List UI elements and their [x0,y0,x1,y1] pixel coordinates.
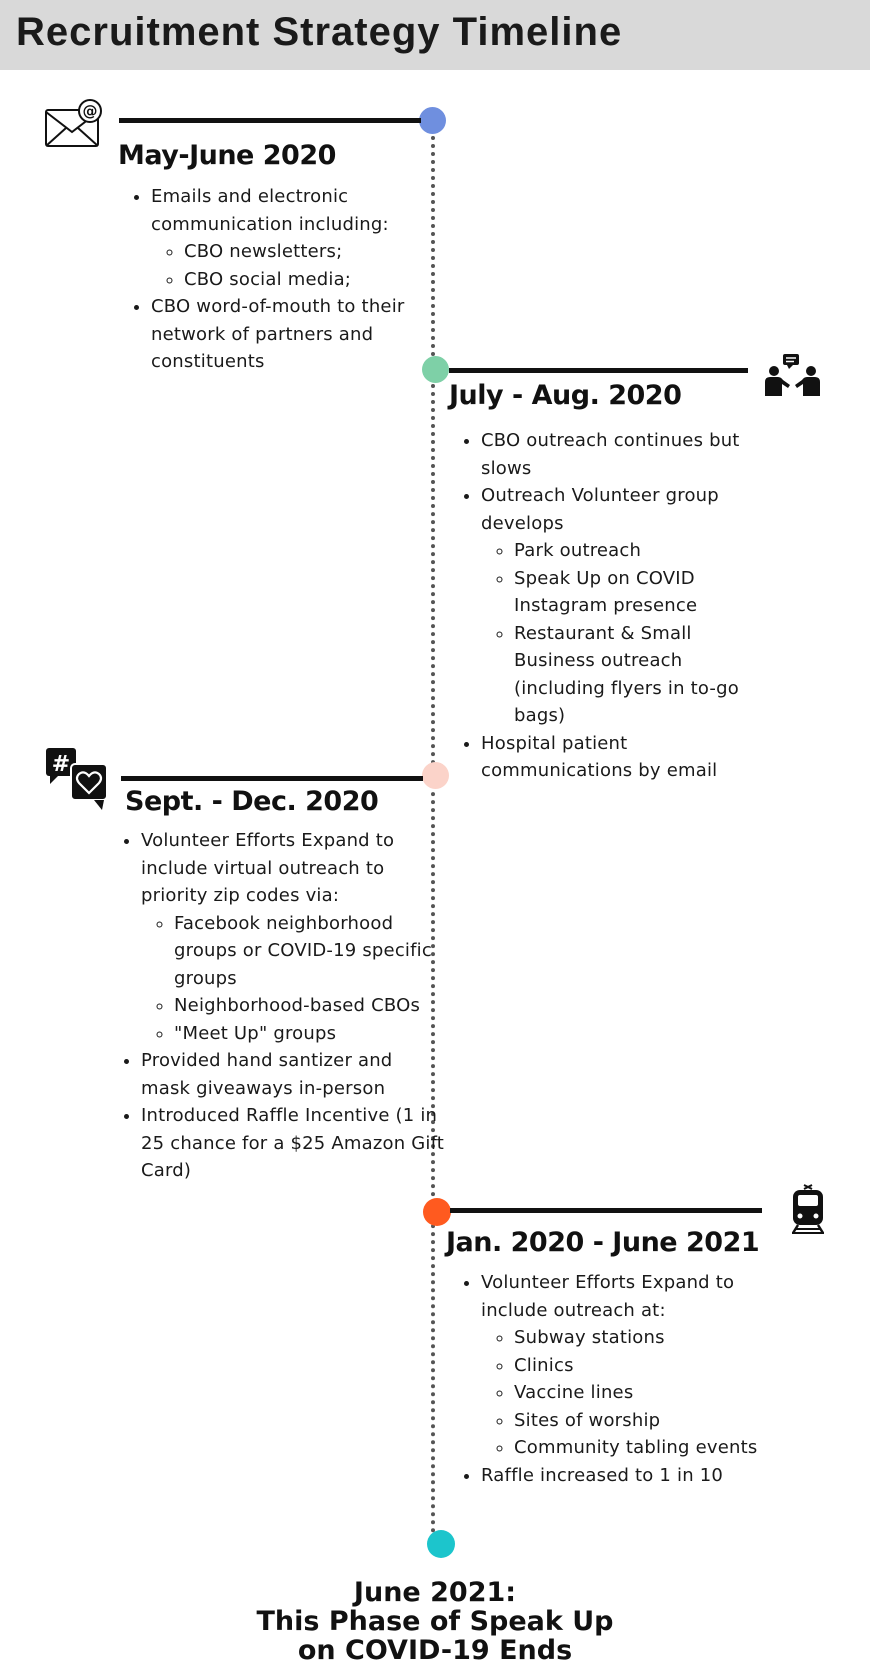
sub-list-item: ◦ Vaccine lines [514,1379,801,1407]
sub-list-item: ◦ Community tabling events [514,1434,801,1462]
list-item: • Volunteer Efforts Expand to include virtual outreach to priority zip codes via: ◦ Facebook neighborhood groups or COVID-19 specific groups ◦ Neighborhood-based CBOs ◦ "Meet Up" groups [141,827,446,1047]
sub-list-item: ◦ Clinics [514,1352,801,1380]
svg-text:#: # [51,752,71,777]
sub-list-item: ◦ Neighborhood-based CBOs [174,992,446,1020]
timeline-node-5 [427,1530,455,1558]
title-banner [0,0,870,70]
final-line-3: on COVID-19 Ends [297,1635,573,1666]
sub-list-item: ◦ CBO social media; [184,266,441,294]
connector-line-4 [450,1208,762,1213]
connector-line-2 [449,368,748,373]
list-item: • Volunteer Efforts Expand to include outreach at: ◦ Subway stations ◦ Clinics ◦ Vaccine lines ◦ Sites of worship ◦ Community tabling events [481,1269,801,1462]
email-icon [44,98,106,155]
sub-list-item: ◦ Subway stations [514,1324,801,1352]
period-title-1: May-June 2020 [118,140,336,171]
svg-text:@: @ [82,102,98,120]
final-phase-caption [0,1578,870,1665]
list-item: • Provided hand santizer and mask giveaways in-person [141,1047,446,1102]
sub-list-item: ◦ "Meet Up" groups [174,1020,446,1048]
page-title: Recruitment Strategy Timeline [16,10,623,54]
list-item: • CBO outreach continues but slows [481,427,771,482]
train-icon [790,1183,826,1240]
phase-3-list [119,827,446,1185]
phase-4-list [459,1269,801,1489]
final-line-1: June 2021: [353,1577,517,1608]
list-item: • Hospital patient communications by email [481,730,771,785]
phase-2-list [459,427,771,785]
timeline-node-4 [423,1198,451,1226]
final-line-2: This Phase of Speak Up [256,1606,614,1637]
connector-line-1 [119,118,421,123]
people-talking-icon [763,352,823,403]
list-item: • CBO word-of-mouth to their network of partners and constituents [151,293,441,376]
timeline-node-1 [419,107,446,134]
list-item: • Emails and electronic communication including: ◦ CBO newsletters; ◦ CBO social media; [151,183,441,293]
period-title-2: July - Aug. 2020 [449,380,682,411]
social-media-icon [44,746,110,815]
period-title-3: Sept. - Dec. 2020 [125,786,379,817]
sub-list-item: ◦ Restaurant & Small Business outreach (including flyers in to-go bags) [514,620,771,730]
list-item: • Introduced Raffle Incentive (1 in 25 chance for a $25 Amazon Gift Card) [141,1102,446,1185]
sub-list-item: ◦ CBO newsletters; [184,238,441,266]
period-title-4: Jan. 2020 - June 2021 [446,1227,760,1258]
timeline-node-3 [422,762,449,789]
sub-list-item: ◦ Speak Up on COVID Instagram presence [514,565,771,620]
sub-list-item: ◦ Sites of worship [514,1407,801,1435]
connector-line-3 [121,776,423,781]
sub-list-item: ◦ Facebook neighborhood groups or COVID-19 specific groups [174,910,446,993]
list-item: • Raffle increased to 1 in 10 [481,1462,801,1490]
phase-1-list [129,183,441,376]
sub-list-item: ◦ Park outreach [514,537,771,565]
list-item: • Outreach Volunteer group develops ◦ Park outreach ◦ Speak Up on COVID Instagram presence ◦ Restaurant & Small Business outreach (including flyers in to-go bags) [481,482,771,730]
